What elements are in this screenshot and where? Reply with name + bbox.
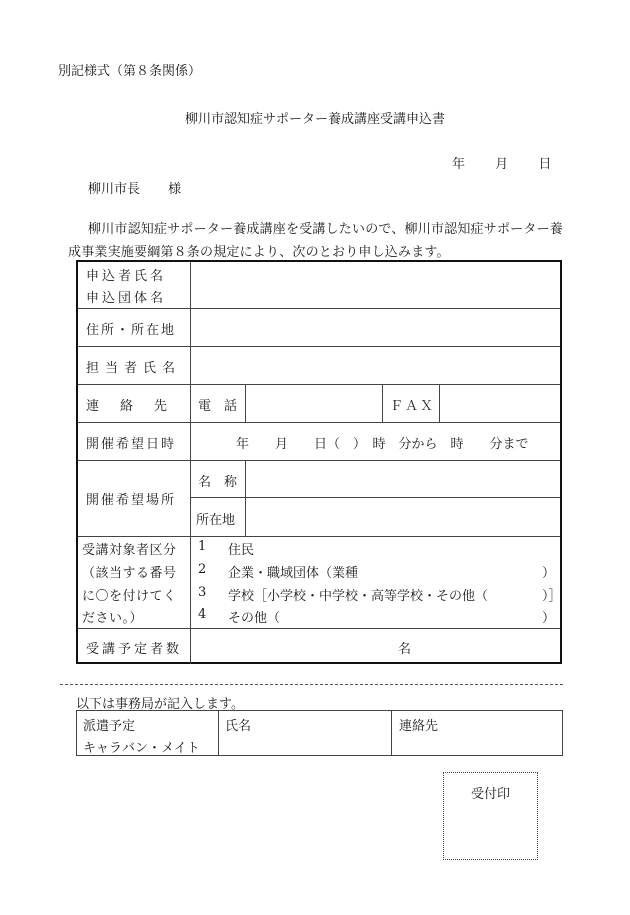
target-option-3-close: ）］ [542,589,562,604]
dispatch-label-2: キャラバン・メイト [83,741,200,756]
fax-label: ＦＡＸ [390,399,436,414]
office-use-note: 以下は事務局が記入します。 [76,697,244,712]
intro-text: 柳川市認知症サポーター養成講座を受講したいので、柳川市認知症サポーター養成事業実施要綱第８条の規定により、次のとおり申し込みます。 [68,222,563,260]
reception-stamp-label: 受付印 [470,787,510,802]
office-use-separator [60,684,563,685]
target-option-4-number[interactable]: 4 [198,607,207,622]
attendees-unit: 名 [398,642,412,657]
contact-label-cell [78,384,191,422]
document-title: 柳川市認知症サポーター養成講座受講申込書 [184,112,445,127]
dispatch-name-label: 氏名 [225,719,252,734]
venue-label: 開催希望場所 [86,493,177,508]
staff-input[interactable] [191,346,560,384]
target-option-3-text: 学校［小学校・中学校・高等学校・その他（ [228,589,489,604]
addressee [88,178,181,197]
staff-label: 担当者氏名 [86,361,182,376]
form-number-label: 別記様式（第８条関係） [58,64,202,79]
datetime-input[interactable]: 年 月 日（ ） 時 分から 時 分まで [236,437,529,452]
venue-name-label: 名 称 [198,475,238,490]
target-row [78,536,560,629]
addressee-name: 柳川市長 [88,182,141,197]
contact-label: 連 絡 先 [86,399,172,414]
applicant-row [78,262,560,309]
applicant-label-cell [78,262,191,308]
venue-name-input[interactable] [246,460,560,497]
datetime-label-cell [78,422,191,460]
target-option-4-text: その他（ [228,611,281,626]
dispatch-contact-label: 連絡先 [399,719,439,734]
address-label: 住所・所在地 [86,323,177,338]
venue-row [78,460,560,537]
attendees-label: 受講予定者数 [86,642,183,657]
target-label-cell [78,536,191,628]
datetime-label: 開催希望日時 [86,437,177,452]
target-option-4-close: ） [542,611,556,626]
reception-stamp-box [443,772,538,860]
target-option-2-text: 企業・職域団体（業種 [228,566,359,581]
staff-row [78,346,560,385]
venue-location-input[interactable] [246,498,560,536]
applicant-name-label: 申込者氏名 [86,269,167,284]
dispatch-label-1: 派遣予定 [83,719,136,734]
phone-input[interactable] [246,384,382,422]
addressee-honorific: 様 [168,182,182,197]
address-input[interactable] [191,308,560,346]
application-form-table [76,260,562,664]
target-option-1-text: 住民 [228,543,255,558]
address-row [78,308,560,347]
date-year: 年 [452,157,466,172]
target-label-line-4: ださい。） [82,611,144,626]
staff-label-cell [78,346,191,384]
target-option-2-close: ） [542,566,556,581]
dispatch-contact-input[interactable] [392,711,562,755]
date-line [452,153,551,172]
applicant-group-label: 申込団体名 [86,291,167,306]
attendees-label-cell [78,628,191,664]
attendees-input[interactable] [191,628,560,664]
target-option-2-number[interactable]: 2 [198,562,207,577]
fax-divider-left [382,384,383,422]
phone-label: 電 話 [198,399,238,414]
date-month: 月 [495,157,509,172]
date-day: 日 [538,157,552,172]
target-option-3-number[interactable]: 3 [198,585,207,600]
contact-row [78,384,560,423]
applicant-input[interactable] [191,262,560,308]
venue-label-cell [78,460,191,536]
attendees-row [78,628,560,664]
dispatch-name-input[interactable] [219,711,391,755]
target-option-1-number[interactable]: 1 [198,539,207,554]
office-use-table [76,710,563,756]
target-label-line-1: 受講対象者区分 [82,543,177,558]
address-label-cell [78,308,191,346]
fax-input[interactable] [440,384,560,422]
target-label-line-2: （該当する番号 [82,566,177,581]
datetime-row [78,422,560,461]
target-label-line-3: に〇を付けてく [82,589,177,604]
venue-location-label: 所在地 [196,513,236,528]
